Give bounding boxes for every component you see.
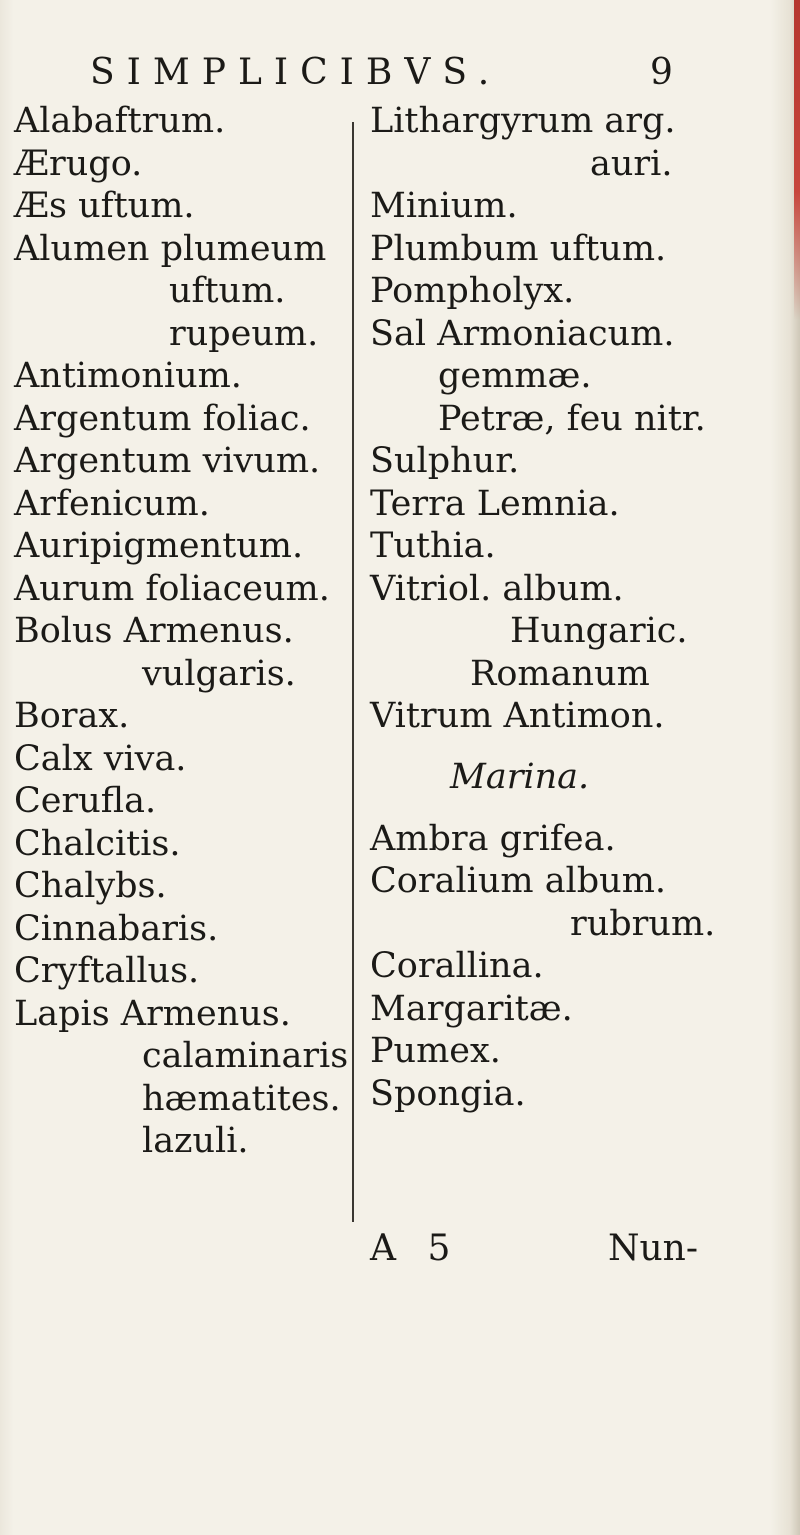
list-item: Bolus Armenus. xyxy=(14,611,294,651)
list-item: Vitrum Antimon. xyxy=(370,696,665,736)
list-item: Chalcitis. xyxy=(14,823,181,864)
list-item: Alabaftrum. xyxy=(14,101,226,141)
list-item: hæmatites. xyxy=(142,1078,341,1119)
list-item: Lithargyrum arg. xyxy=(370,101,676,141)
list-item: Auripigmentum. xyxy=(14,526,304,566)
list-item: Lapis Armenus. xyxy=(14,993,291,1034)
header-title: SIMPLICIBVS. xyxy=(90,52,502,93)
signature-mark: A 5 xyxy=(370,1228,461,1269)
list-item: Terra Lemnia. xyxy=(370,483,620,524)
list-item: Alumen plumeum xyxy=(14,228,327,269)
right-column xyxy=(370,100,790,1115)
list-item: lazuli. xyxy=(142,1121,249,1161)
list-item: Vitriol. album. xyxy=(370,568,624,609)
list-item: Plumbum uftum. xyxy=(370,228,667,269)
left-column xyxy=(14,100,349,1163)
section-heading-marina: Marina. xyxy=(450,757,590,798)
catchword: Nun- xyxy=(608,1228,699,1269)
list-item: Chalybs. xyxy=(14,866,167,906)
list-item: Corallina. xyxy=(370,946,544,986)
list-item: Ambra grifea. xyxy=(370,818,616,859)
list-item: Coralium album. xyxy=(370,861,667,901)
list-item: vulgaris. xyxy=(142,653,296,694)
list-item: Minium. xyxy=(370,186,518,226)
list-item: auri. xyxy=(590,143,673,184)
list-item: Ærugo. xyxy=(14,143,143,184)
list-item: Pompholyx. xyxy=(370,271,575,311)
list-item: Aurum foliaceum. xyxy=(14,568,330,609)
list-item: Cinnabaris. xyxy=(14,908,219,949)
list-item: Argentum vivum. xyxy=(14,441,321,481)
list-item: Antimonium. xyxy=(14,356,242,396)
list-item: Margaritæ. xyxy=(370,988,573,1029)
list-item: calaminaris xyxy=(142,1036,349,1076)
running-header xyxy=(90,52,730,102)
list-item: uftum. xyxy=(169,271,286,311)
list-item: Argentum foliac. xyxy=(14,398,311,439)
list-item: Cerufla. xyxy=(14,781,157,821)
list-item: Romanum xyxy=(470,653,650,694)
list-item: Borax. xyxy=(14,696,130,736)
list-item: Arfenicum. xyxy=(14,483,210,524)
page-number: 9 xyxy=(650,52,673,93)
list-item: gemmæ. xyxy=(438,356,592,396)
list-item: Sal Armoniacum. xyxy=(370,313,675,354)
list-item: Petræ, feu nitr. xyxy=(438,398,706,439)
list-item: rupeum. xyxy=(169,313,319,354)
list-item: Calx viva. xyxy=(14,738,187,779)
list-item: Sulphur. xyxy=(370,441,520,481)
list-item: Cryftallus. xyxy=(14,951,200,991)
list-item: Tuthia. xyxy=(370,526,496,566)
list-item: Pumex. xyxy=(370,1031,501,1071)
list-item: Spongia. xyxy=(370,1073,526,1114)
list-item: rubrum. xyxy=(570,903,716,944)
list-item: Æs uftum. xyxy=(14,186,195,226)
page-edge-mark xyxy=(794,0,800,320)
list-item: Hungaric. xyxy=(510,611,688,651)
column-divider xyxy=(352,122,354,1222)
